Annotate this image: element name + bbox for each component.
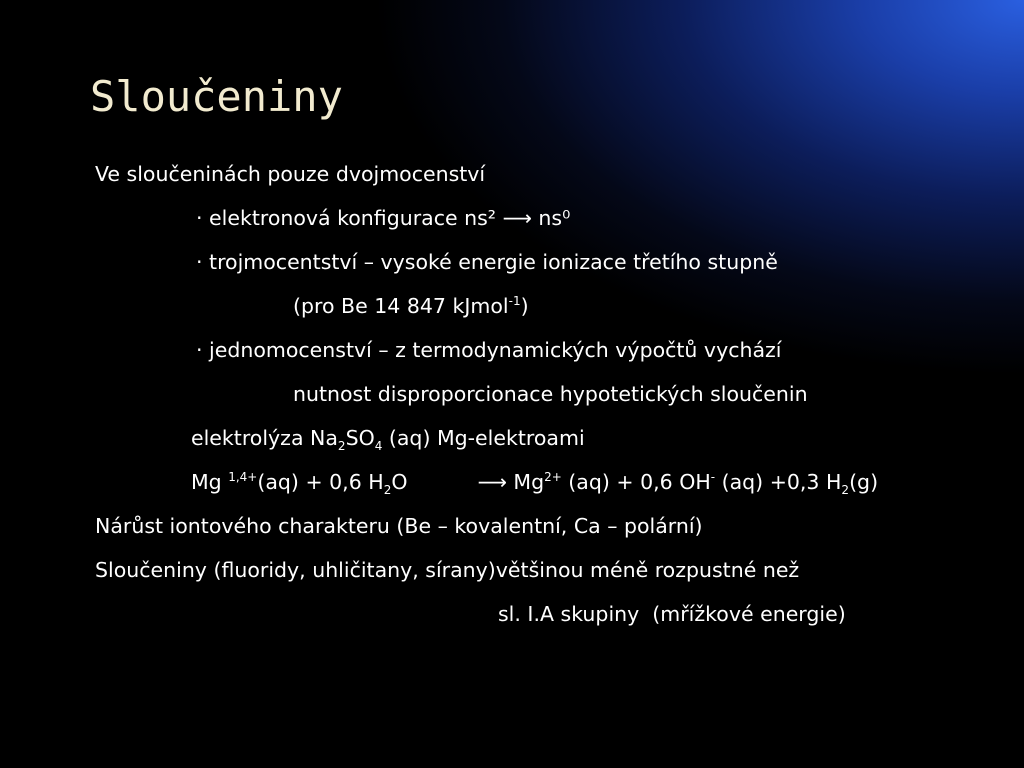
line-text: elektrolýza Na: [191, 426, 338, 450]
line-text: (pro Be 14 847 kJmol: [293, 294, 509, 318]
superscript: -: [710, 470, 716, 484]
line-text: (aq) +0,3 H: [715, 470, 842, 494]
line-text: (g): [849, 470, 879, 494]
arrow-icon: ⟶: [477, 470, 507, 494]
text-line-electrolysis: [191, 425, 585, 451]
subscript: 2: [841, 483, 850, 497]
line-text: · trojmocentství – vysoké energie ionizace třetího stupně: [196, 250, 778, 274]
line-text: · jednomocenství – z termodynamických výpočtů vychází: [196, 338, 782, 362]
line-text: (aq) + 0,6 H: [257, 470, 384, 494]
superscript: 2+: [544, 470, 562, 484]
line-text: sl. I.A skupiny (mřížkové energie): [498, 602, 846, 626]
text-line-1: [95, 161, 485, 187]
subscript: 4: [374, 439, 383, 453]
bullet-line-monovalence: [196, 337, 781, 363]
superscript: 1,4+: [228, 470, 258, 484]
equation-line: [191, 469, 878, 495]
text-line-group-comparison: [498, 601, 846, 627]
slide-title: Sloučeniny: [90, 72, 343, 121]
line-text: Mg: [506, 470, 545, 494]
line-text: Nárůst iontového charakteru (Be – kovalentní, Ca – polární): [95, 514, 703, 538]
line-text: (aq) + 0,6 OH: [561, 470, 711, 494]
subscript: 2: [383, 483, 392, 497]
bullet-line-electron-config: [196, 205, 570, 231]
text-line-ionization-value: [293, 293, 529, 319]
text-line-ionic-character: [95, 513, 703, 539]
superscript: -1: [508, 294, 521, 308]
text-line-compounds: [95, 557, 799, 583]
text-line-disproportionation: [293, 381, 808, 407]
subscript: 2: [337, 439, 346, 453]
line-text: (aq) Mg-elektroami: [382, 426, 585, 450]
line-text: Ve sloučeninách pouze dvojmocenství: [95, 162, 486, 186]
line-text: Mg: [191, 470, 229, 494]
line-text: · elektronová konfigurace ns² ⟶ ns⁰: [196, 206, 571, 230]
bullet-line-trivalence: [196, 249, 778, 275]
line-text: SO: [345, 426, 375, 450]
line-text: Sloučeniny (fluoridy, uhličitany, sírany)většinou méně rozpustné než: [95, 558, 800, 582]
line-text: ): [520, 294, 529, 318]
line-text: nutnost disproporcionace hypotetických sloučenin: [293, 382, 808, 406]
line-text: O: [391, 470, 408, 494]
